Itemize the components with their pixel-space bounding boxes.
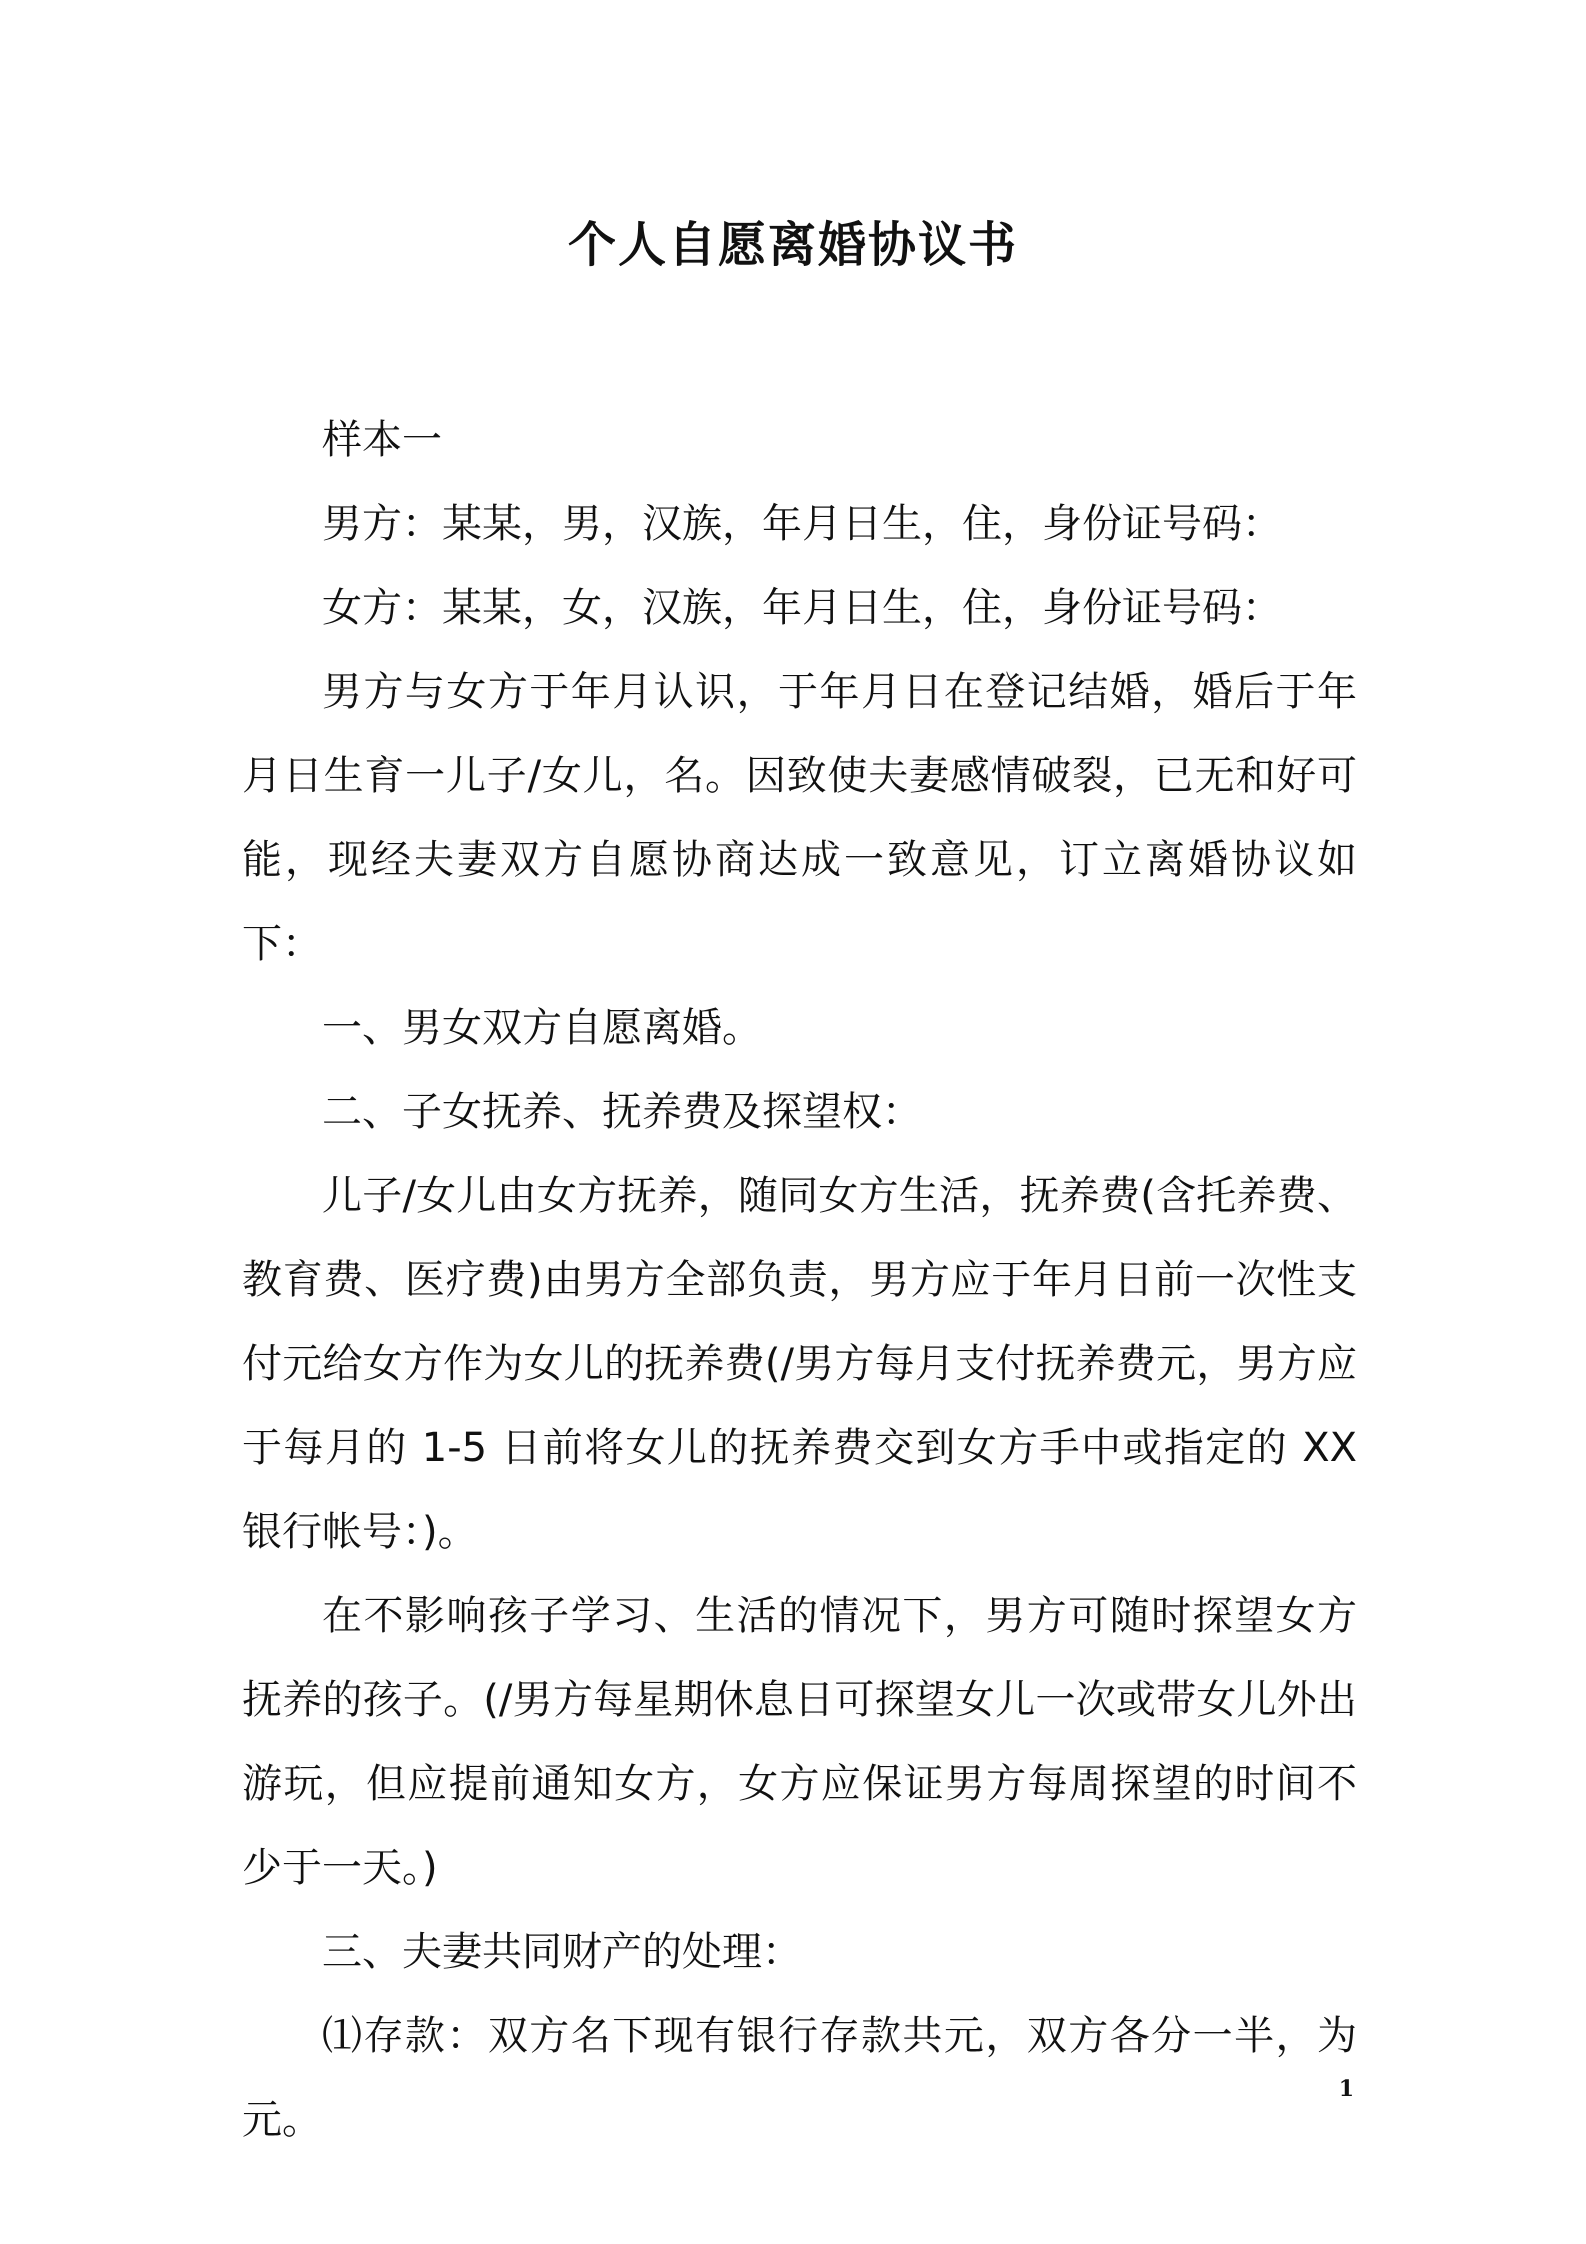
paragraph-woman-info: 女方：某某，女，汉族，年月日生，住，身份证号码： [322,585,1282,631]
paragraph-visitation: 在不影响孩子学习、生活的情况下，男方可随时探望女方抚养的孩子。(/男方每星期休息日可探望女儿一次或带女儿外出游玩，但应提前通知女方，女方应保证男方每周探望的时间不少于一天。) [242,1593,1357,1891]
paragraph-clause-2-heading: 二、子女抚养、抚养费及探望权： [322,1089,922,1135]
paragraph-child-support: 儿子/女儿由女方抚养，随同女方生活，抚养费(含托养费、教育费、医疗费)由男方全部负责，男方应于年月日前一次性支付元给女方作为女儿的抚养费(/男方每月支付抚养费元，男方应于每月的 1-5 日前将女儿的抚养费交到女方手中或指定的 XX 银行帐号：)。 [242,1173,1357,1555]
paragraph-clause-1: 一、男女双方自愿离婚。 [322,1005,762,1051]
paragraph-clause-3-heading: 三、夫妻共同财产的处理： [322,1929,802,1975]
paragraph-deposits: ⑴存款：双方名下现有银行存款共元，双方各分一半，为元。 [242,2013,1357,2143]
paragraph-sample-label: 样本一 [322,417,442,463]
paragraph-man-info: 男方：某某，男，汉族，年月日生，住，身份证号码： [322,501,1282,547]
document-title: 个人自愿离婚协议书 [567,217,1018,273]
document-body [242,398,1357,2162]
paragraph-background: 男方与女方于年月认识，于年月日在登记结婚，婚后于年月日生育一儿子/女儿，名。因致使夫妻感情破裂，已无和好可能，现经夫妻双方自愿协商达成一致意见，订立离婚协议如下： [242,669,1357,967]
page-number: 1 [1338,2076,1354,2102]
